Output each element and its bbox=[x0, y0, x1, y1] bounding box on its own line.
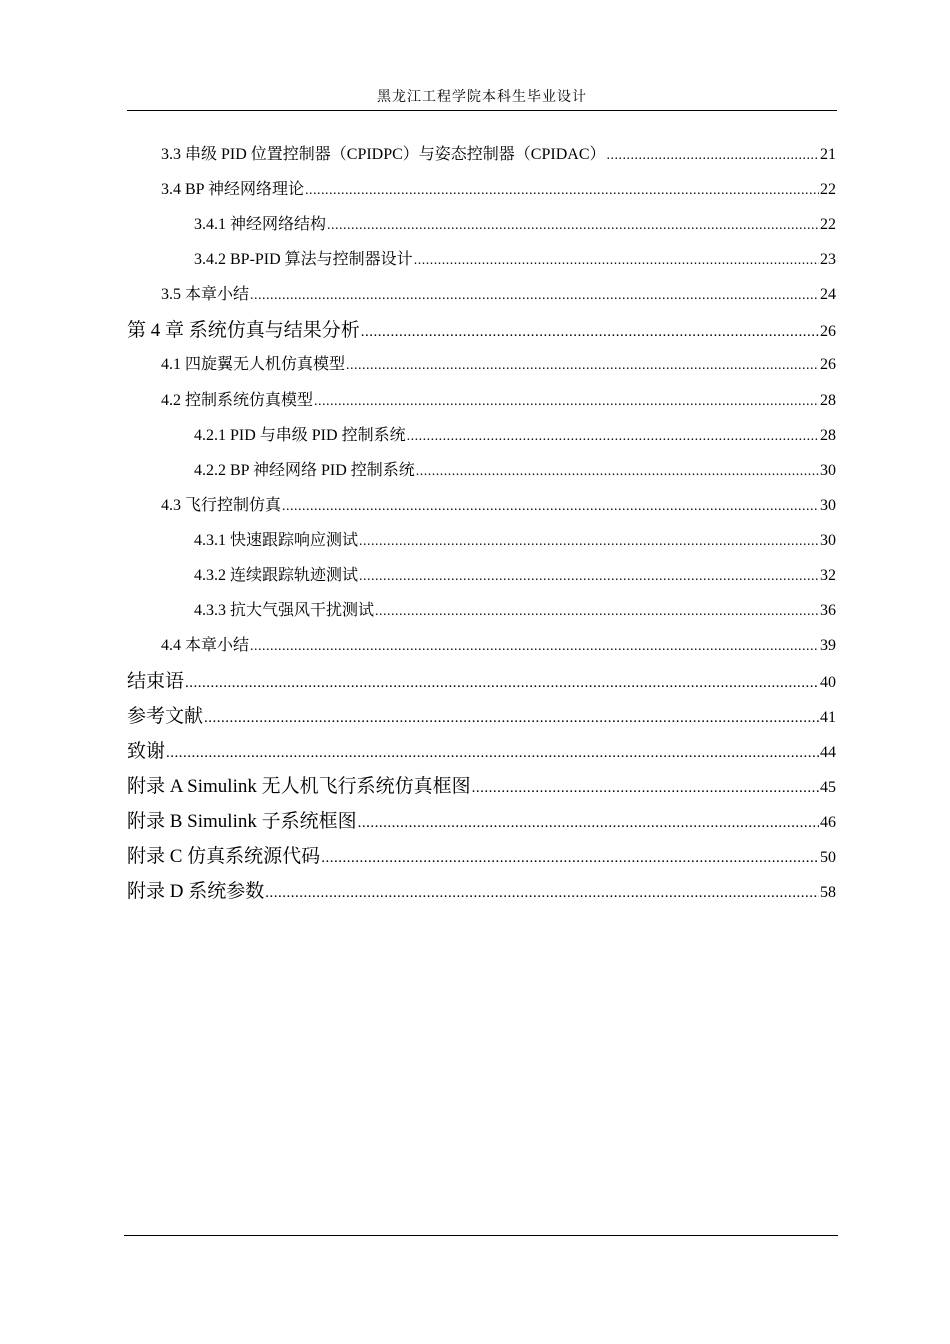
toc-entry-page: 36 bbox=[820, 602, 836, 619]
toc-chapter-entry[interactable] bbox=[127, 670, 836, 694]
toc-entry-title: 致谢 bbox=[127, 741, 166, 762]
toc-entry[interactable] bbox=[161, 283, 836, 307]
toc-chapter-entry[interactable] bbox=[127, 740, 836, 764]
toc-entry[interactable] bbox=[161, 353, 836, 377]
toc-entry-page: 40 bbox=[820, 674, 836, 691]
toc-entry-page: 26 bbox=[820, 323, 836, 340]
toc-entry-title: 4.3.1 快速跟踪响应测试 bbox=[194, 532, 359, 549]
toc-leader-dots bbox=[282, 495, 819, 519]
toc-leader-dots bbox=[265, 881, 819, 905]
toc-entry-page: 30 bbox=[820, 532, 836, 549]
toc-entry-title: 参考文献 bbox=[127, 706, 204, 727]
toc-entry[interactable] bbox=[161, 634, 836, 658]
toc-leader-dots bbox=[166, 741, 819, 765]
toc-entry-title: 附录 D 系统参数 bbox=[127, 881, 265, 902]
toc-entry-page: 32 bbox=[820, 567, 836, 584]
toc-leader-dots bbox=[250, 284, 819, 308]
toc-entry-title: 3.5 本章小结 bbox=[161, 286, 250, 303]
toc-leader-dots bbox=[472, 776, 819, 800]
header-divider bbox=[127, 110, 837, 111]
toc-entry[interactable] bbox=[194, 424, 836, 448]
toc-leader-dots bbox=[361, 320, 819, 344]
toc-entry[interactable] bbox=[161, 178, 836, 202]
toc-chapter-entry[interactable] bbox=[127, 319, 836, 343]
toc-entry[interactable] bbox=[161, 143, 836, 167]
toc-entry-title: 4.4 本章小结 bbox=[161, 637, 250, 654]
toc-leader-dots bbox=[416, 460, 819, 484]
toc-entry-page: 50 bbox=[820, 849, 836, 866]
toc-chapter-entry[interactable] bbox=[127, 775, 836, 799]
toc-leader-dots bbox=[327, 214, 819, 238]
toc-chapter-entry[interactable] bbox=[127, 810, 836, 834]
toc-entry-page: 23 bbox=[820, 251, 836, 268]
toc-entry-page: 28 bbox=[820, 427, 836, 444]
toc-leader-dots bbox=[359, 530, 819, 554]
toc-leader-dots bbox=[359, 565, 819, 589]
toc-entry-title: 4.3 飞行控制仿真 bbox=[161, 497, 282, 514]
toc-entry-page: 46 bbox=[820, 814, 836, 831]
toc-entry-page: 58 bbox=[820, 884, 836, 901]
toc-leader-dots bbox=[414, 249, 819, 273]
toc-entry-title: 4.2.1 PID 与串级 PID 控制系统 bbox=[194, 427, 406, 444]
toc-leader-dots bbox=[314, 390, 819, 414]
toc-entry-page: 30 bbox=[820, 462, 836, 479]
toc-entry-page: 39 bbox=[820, 637, 836, 654]
toc-leader-dots bbox=[305, 179, 819, 203]
toc-entry-title: 3.3 串级 PID 位置控制器（CPIDPC）与姿态控制器（CPIDAC） bbox=[161, 146, 606, 163]
toc-entry[interactable] bbox=[194, 599, 836, 623]
toc-entry-title: 附录 C 仿真系统源代码 bbox=[127, 846, 321, 867]
toc-leader-dots bbox=[407, 425, 819, 449]
toc-entry[interactable] bbox=[194, 248, 836, 272]
toc-leader-dots bbox=[185, 671, 819, 695]
toc-entry-title: 4.2 控制系统仿真模型 bbox=[161, 392, 314, 409]
toc-entry-title: 4.2.2 BP 神经网络 PID 控制系统 bbox=[194, 462, 415, 479]
toc-leader-dots bbox=[321, 846, 819, 870]
toc-entry-page: 45 bbox=[820, 779, 836, 796]
toc-chapter-entry[interactable] bbox=[127, 880, 836, 904]
toc-entry[interactable] bbox=[161, 389, 836, 413]
toc-entry-page: 22 bbox=[820, 181, 836, 198]
toc-entry-title: 3.4 BP 神经网络理论 bbox=[161, 181, 304, 198]
toc-entry-title: 4.3.3 抗大气强风干扰测试 bbox=[194, 602, 375, 619]
toc-entry-title: 3.4.1 神经网络结构 bbox=[194, 216, 327, 233]
toc-leader-dots bbox=[358, 811, 819, 835]
toc-entry[interactable] bbox=[194, 529, 836, 553]
toc-entry[interactable] bbox=[161, 494, 836, 518]
toc-entry-title: 4.1 四旋翼无人机仿真模型 bbox=[161, 356, 346, 373]
toc-entry-page: 44 bbox=[820, 744, 836, 761]
toc-entry-page: 41 bbox=[820, 709, 836, 726]
toc-entry-title: 附录 B Simulink 子系统框图 bbox=[127, 811, 357, 832]
footer-divider bbox=[124, 1235, 838, 1236]
toc-entry-page: 30 bbox=[820, 497, 836, 514]
toc-chapter-entry[interactable] bbox=[127, 705, 836, 729]
toc-entry-page: 24 bbox=[820, 286, 836, 303]
toc-leader-dots bbox=[375, 600, 819, 624]
toc-leader-dots bbox=[346, 354, 819, 378]
toc-entry[interactable] bbox=[194, 459, 836, 483]
toc-entry-page: 26 bbox=[820, 356, 836, 373]
toc-entry-title: 4.3.2 连续跟踪轨迹测试 bbox=[194, 567, 359, 584]
toc-entry-title: 附录 A Simulink 无人机飞行系统仿真框图 bbox=[127, 776, 471, 797]
toc-entry[interactable] bbox=[194, 564, 836, 588]
toc-entry-title: 3.4.2 BP-PID 算法与控制器设计 bbox=[194, 251, 413, 268]
toc-chapter-entry[interactable] bbox=[127, 845, 836, 869]
toc-entry[interactable] bbox=[194, 213, 836, 237]
toc-entry-title: 结束语 bbox=[127, 671, 185, 692]
toc-leader-dots bbox=[204, 706, 819, 730]
toc-entry-page: 21 bbox=[820, 146, 836, 163]
toc-entry-title: 第 4 章 系统仿真与结果分析 bbox=[127, 320, 360, 341]
page-header: 黑龙江工程学院本科生毕业设计 bbox=[377, 90, 587, 105]
toc-entry-page: 28 bbox=[820, 392, 836, 409]
toc-leader-dots bbox=[607, 144, 820, 168]
toc-entry-page: 22 bbox=[820, 216, 836, 233]
toc-leader-dots bbox=[250, 635, 819, 659]
